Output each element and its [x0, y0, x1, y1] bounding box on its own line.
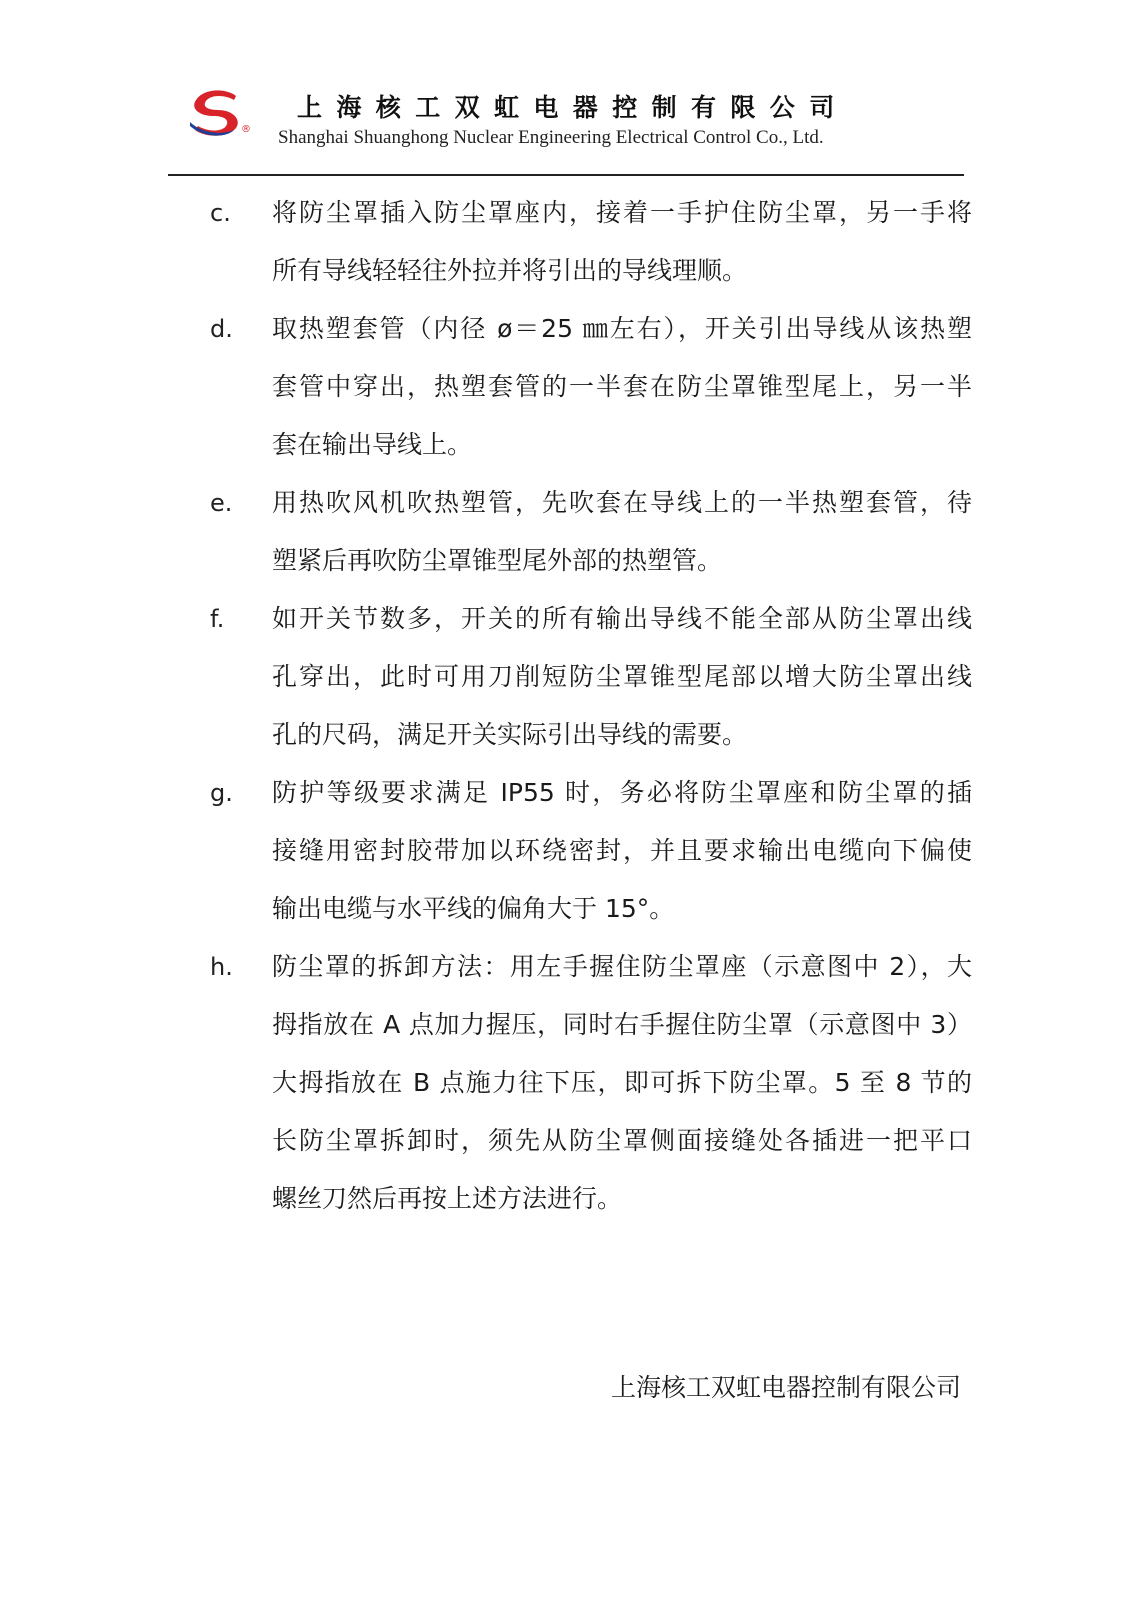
text-line: 所有导线轻轻往外拉并将引出的导线理顺。 [272, 256, 748, 285]
text-line: 如开关节数多，开关的所有输出导线不能全部从防尘罩出线 [272, 604, 972, 633]
text-line: 长防尘罩拆卸时，须先从防尘罩侧面接缝处各插进一把平口 [272, 1126, 972, 1155]
item-marker: g. [210, 779, 233, 807]
text-line: 孔穿出，此时可用刀削短防尘罩锥型尾部以增大防尘罩出线 [272, 662, 972, 691]
company-signature: 上海核工双虹电器控制有限公司 [610, 1373, 961, 1402]
list-item-h [0, 938, 1131, 1228]
text-line: 接缝用密封胶带加以环绕密封，并且要求输出电缆向下偏使 [272, 836, 972, 865]
item-marker: d. [210, 315, 233, 343]
text-line: 输出电缆与水平线的偏角大于 15°。 [272, 894, 675, 923]
text-line: 防护等级要求满足 IP55 时，务必将防尘罩座和防尘罩的插 [272, 778, 972, 807]
registered-mark: ® [241, 124, 251, 135]
list-item-g [0, 764, 1131, 938]
text-line: 将防尘罩插入防尘罩座内，接着一手护住防尘罩，另一手将 [272, 198, 972, 227]
letterhead [0, 0, 1131, 180]
list-item-c [0, 184, 1131, 300]
item-marker: e. [210, 489, 233, 517]
header-divider [168, 174, 964, 176]
text-line: 防尘罩的拆卸方法：用左手握住防尘罩座（示意图中 2），大 [272, 952, 972, 981]
list-item-e [0, 474, 1131, 590]
item-marker: c. [210, 199, 231, 227]
text-line: 孔的尺码，满足开关实际引出导线的需要。 [272, 720, 748, 749]
company-name-chinese: 上海核工双虹电器控制有限公司 [297, 93, 849, 122]
text-line: 螺丝刀然后再按上述方法进行。 [272, 1184, 623, 1213]
text-line: 用热吹风机吹热塑管，先吹套在导线上的一半热塑套管，待 [272, 488, 972, 517]
company-name-english: Shanghai Shuanghong Nuclear Engineering Electrical Control Co., Ltd. [278, 127, 824, 148]
text-line: 大拇指放在 B 点施力往下压，即可拆下防尘罩。5 至 8 节的 [272, 1068, 972, 1097]
text-line: 套管中穿出，热塑套管的一半套在防尘罩锥型尾上，另一半 [272, 372, 972, 401]
text-line: 取热塑套管（内径 ø＝25 ㎜左右），开关引出导线从该热塑 [272, 314, 972, 343]
text-line: 套在输出导线上。 [272, 430, 473, 459]
company-logo-icon [186, 86, 252, 140]
list-item-d [0, 300, 1131, 474]
instruction-list [0, 184, 1131, 1228]
text-line: 塑紧后再吹防尘罩锥型尾外部的热塑管。 [272, 546, 723, 575]
item-marker: h. [210, 953, 233, 981]
text-line: 拇指放在 A 点加力握压，同时右手握住防尘罩（示意图中 3） [272, 1010, 972, 1039]
item-marker: f. [210, 605, 225, 633]
list-item-f [0, 590, 1131, 764]
